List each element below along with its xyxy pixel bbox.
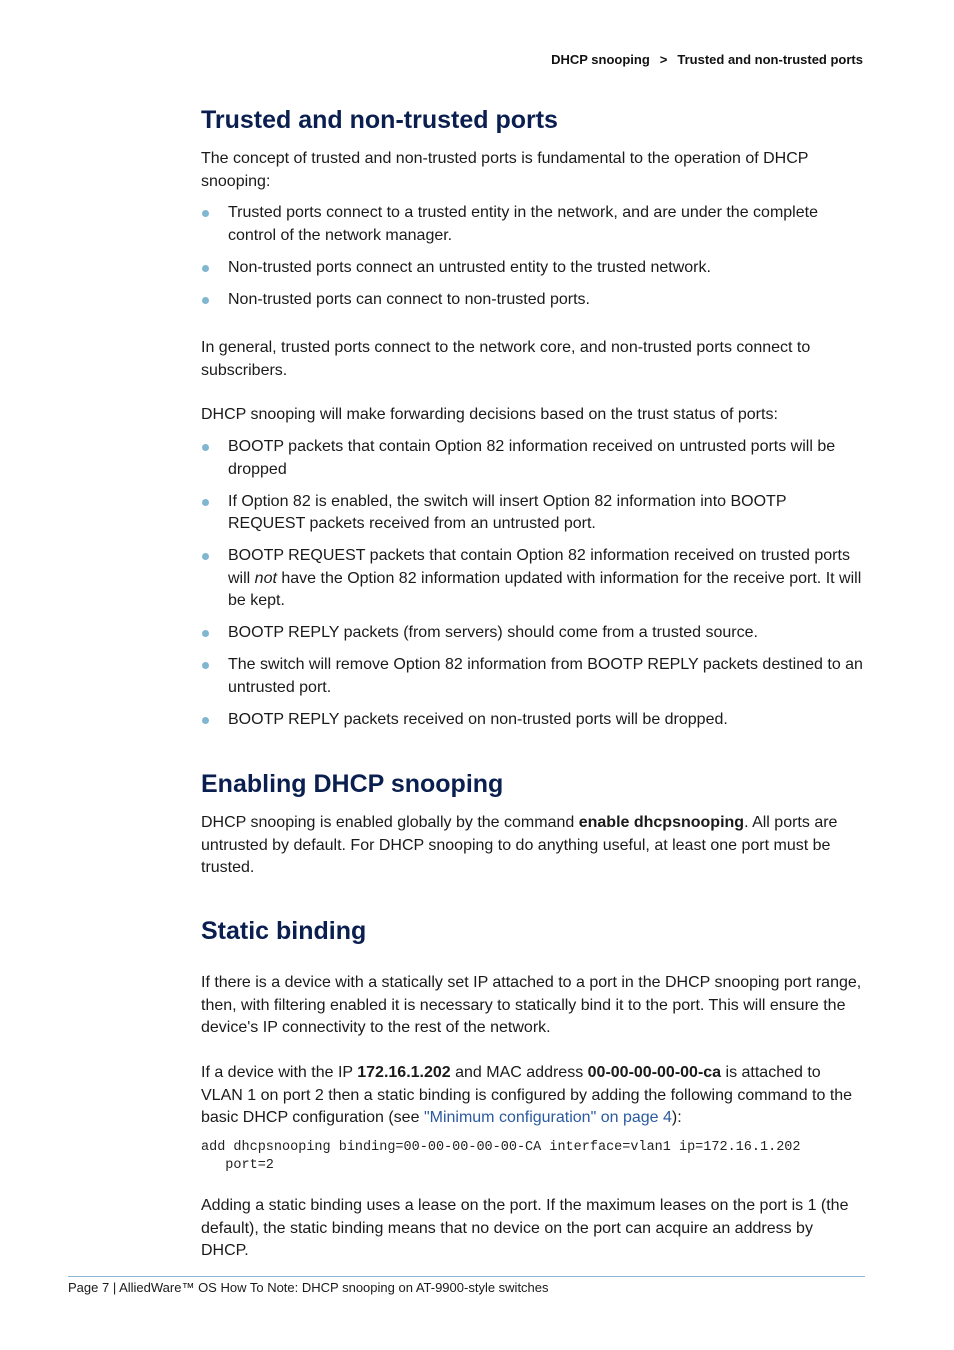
bullet-icon: [202, 444, 209, 451]
section-title-static-binding: Static binding: [201, 917, 367, 945]
bullet-icon: [202, 553, 209, 560]
bullet-icon: [202, 297, 209, 304]
bullet-icon: [202, 210, 209, 217]
footer-divider: [68, 1276, 865, 1277]
bullet-icon: [202, 662, 209, 669]
page-footer: Page 7 | AlliedWare™ OS How To Note: DHCP snooping on AT-9900-style switches: [68, 1280, 549, 1295]
breadcrumb-separator: >: [659, 52, 668, 67]
list-item: BOOTP REPLY packets received on non-trusted ports will be dropped.: [201, 709, 865, 732]
static-binding-paragraph: If there is a device with a statically set IP attached to a port in the DHCP snooping port range, then, with filtering enabled it is necessary to statically bind it to the port. This will ensure the device's IP connectivity to the rest of the network.: [201, 974, 862, 1036]
emphasis-not: not: [254, 569, 277, 587]
section-title-enabling: Enabling DHCP snooping: [201, 770, 504, 798]
list-item: The switch will remove Option 82 information from BOOTP REPLY packets destined to an untrusted port.: [201, 654, 865, 699]
section-title-trusted-ports: Trusted and non-trusted ports: [201, 106, 558, 134]
trusted-ports-list: [201, 202, 865, 321]
bullet-icon: [202, 630, 209, 637]
bullet-icon: [202, 265, 209, 272]
forwarding-decisions-paragraph: DHCP snooping will make forwarding decisions based on the trust status of ports:: [201, 406, 778, 423]
bullet-icon: [202, 717, 209, 724]
enabling-paragraph: DHCP snooping is enabled globally by the command enable dhcpsnooping. All ports are untrusted by default. For DHCP snooping to do anything useful, at least one port must be trusted.: [201, 814, 838, 876]
list-item: BOOTP REQUEST packets that contain Option 82 information received on trusted ports will not have the Option 82 information updated with information for the receive port. It will be kept.: [201, 545, 865, 613]
list-item: BOOTP packets that contain Option 82 information received on untrusted ports will be dropped: [201, 436, 865, 481]
breadcrumb: [551, 52, 863, 67]
ip-address: 172.16.1.202: [357, 1064, 451, 1081]
minimum-configuration-link[interactable]: "Minimum configuration" on page 4: [423, 1109, 672, 1126]
list-item: BOOTP REPLY packets (from servers) should come from a trusted source.: [201, 622, 865, 645]
list-item: Non-trusted ports can connect to non-trusted ports.: [201, 289, 865, 312]
mac-address: 00-00-00-00-00-ca: [587, 1064, 722, 1081]
code-line: add dhcpsnooping binding=00-00-00-00-00-CA interface=vlan1 ip=172.16.1.202: [201, 1140, 801, 1155]
intro-paragraph: The concept of trusted and non-trusted ports is fundamental to the operation of DHCP snooping:: [201, 150, 809, 190]
core-subscribers-paragraph: In general, trusted ports connect to the network core, and non-trusted ports connect to subscribers.: [201, 339, 811, 379]
forwarding-rules-list: [201, 436, 865, 741]
list-item: Non-trusted ports connect an untrusted entity to the trusted network.: [201, 257, 865, 280]
command-name: enable dhcpsnooping: [578, 814, 745, 831]
breadcrumb-section: DHCP snooping: [551, 52, 650, 67]
list-item: Trusted ports connect to a trusted entity in the network, and are under the complete control of the network manager.: [201, 202, 865, 247]
code-line: port=2: [201, 1157, 274, 1173]
lease-paragraph: Adding a static binding uses a lease on the port. If the maximum leases on the port is 1 (the default), the static binding means that no device on the port can acquire an address by DHCP.: [201, 1197, 849, 1259]
breadcrumb-page: Trusted and non-trusted ports: [677, 52, 863, 67]
bullet-icon: [202, 499, 209, 506]
static-binding-example-paragraph: If a device with the IP 172.16.1.202 and MAC address 00-00-00-00-00-ca is attached to VLAN 1 on port 2 then a static binding is configured by adding the following command to the basic DHCP configuration (see "Minimum configuration" on page 4):: [201, 1064, 853, 1126]
list-item: If Option 82 is enabled, the switch will insert Option 82 information into BOOTP REQUEST packets received from an untrusted port.: [201, 491, 865, 536]
code-block: [201, 1139, 865, 1174]
